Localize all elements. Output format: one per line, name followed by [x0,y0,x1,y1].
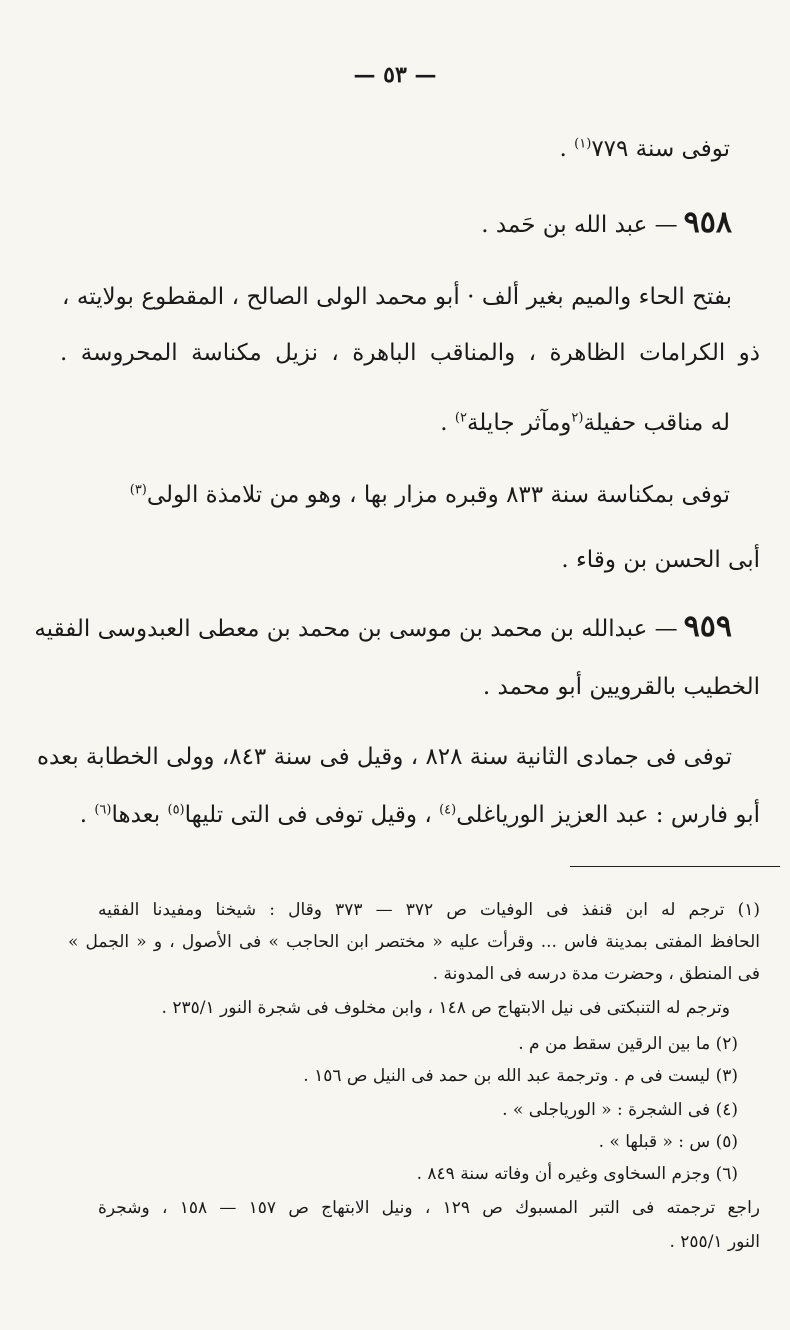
footnote-ref-2b: ٢) [454,410,467,426]
footnote-1-line: فى المنطق ، وحضرت مدة درسه فى المدونة . [432,964,760,984]
text-span: أبو فارس : عبد العزيز الورياغلى [456,802,760,828]
entry-name: — عبد الله بن حَمد . [481,212,678,238]
body-line [440,408,730,438]
footnote-3: (٣) ليست فى م . وترجمة عبد الله بن حمد فى النيل ص ١٥٦ . [303,1066,738,1086]
footnote-divider [570,866,780,867]
footnote-ref-5: (٥) [167,802,185,818]
footnote-1-line: وترجم له التنبكتى فى نيل الابتهاج ص ١٤٨ ، وابن مخلوف فى شجرة النور ٢٣٥/١ . [161,998,730,1018]
footnote-6-line: النور ٢٥٥/١ . [669,1232,760,1252]
footnote-ref-6: (٦) [94,802,112,818]
death-year-line [560,134,730,164]
text-span: . [440,410,455,436]
body-line: أبى الحسن بن وقاء . [561,547,760,573]
entry-958-heading [481,205,732,240]
text-span: ، وقيل توفى فى التى تليها [184,802,440,828]
text-span: توفى بمكناسة سنة ٨٣٣ وقبره مزار بها ، وهو من تلامذة الولى [146,482,730,508]
text-span: توفى سنة ٧٧٩ [591,136,730,162]
text-span: ومآثر جايلة [466,410,572,436]
footnote-1-line: الحافظ المفتى بمدينة فاس ... وقرأت عليه « مختصر ابن الحاجب » فى الأصول ، و « الجمل » [68,932,760,952]
text-span: بعدها [111,802,168,828]
text-span: . [79,802,95,828]
body-line: توفى فى جمادى الثانية سنة ٨٢٨ ، وقيل فى سنة ٨٤٣، وولى الخطابة بعده [36,744,732,770]
footnote-ref-2a: (٢ [571,410,584,426]
footnote-1-line: (١) ترجم له ابن قنفذ فى الوفيات ص ٣٧٢ — ٣٧٣ وقال : شيخنا ومفيدنا الفقيه [98,900,761,920]
footnote-4: (٤) فى الشجرة : « الورياجلى » . [502,1100,738,1120]
footnote-ref-1: (١) [574,136,592,152]
text-span: له مناقب حفيلة [583,410,730,436]
footnote-6-line: (٦) وجزم السخاوى وغيره أن وفاته سنة ٨٤٩ . [416,1164,738,1184]
body-line: الخطيب بالقرويين أبو محمد . [482,674,760,700]
footnote-ref-3: (٣) [129,482,147,498]
body-line [80,800,760,830]
entry-number: ٩٥٨ [683,205,732,240]
text-span: . [559,136,575,162]
page-number: — ٥٣ — [353,62,437,88]
footnote-5: (٥) س : « قبلها » . [598,1132,738,1152]
body-line: ذو الكرامات الظاهرة ، والمناقب الباهرة ، نزيل مكناسة المحروسة . [60,340,760,366]
footnote-ref-4: (٤) [439,802,457,818]
entry-number: ٩٥٩ [683,609,732,644]
footnote-2: (٢) ما بين الرقين سقط من م . [518,1034,738,1054]
body-line [60,480,730,510]
footnote-6-line: راجع ترجمته فى التبر المسبوك ص ١٢٩ ، ونيل الابتهاج ص ١٥٧ — ١٥٨ ، وشجرة [98,1198,761,1218]
body-line: بفتح الحاء والميم بغير ألف · أبو محمد الولى الصالح ، المقطوع بولايته ، [62,284,732,310]
entry-959-heading [34,609,732,644]
entry-name: — عبدالله بن محمد بن موسى بن محمد بن معطى العبدوسى الفقيه [34,616,678,642]
